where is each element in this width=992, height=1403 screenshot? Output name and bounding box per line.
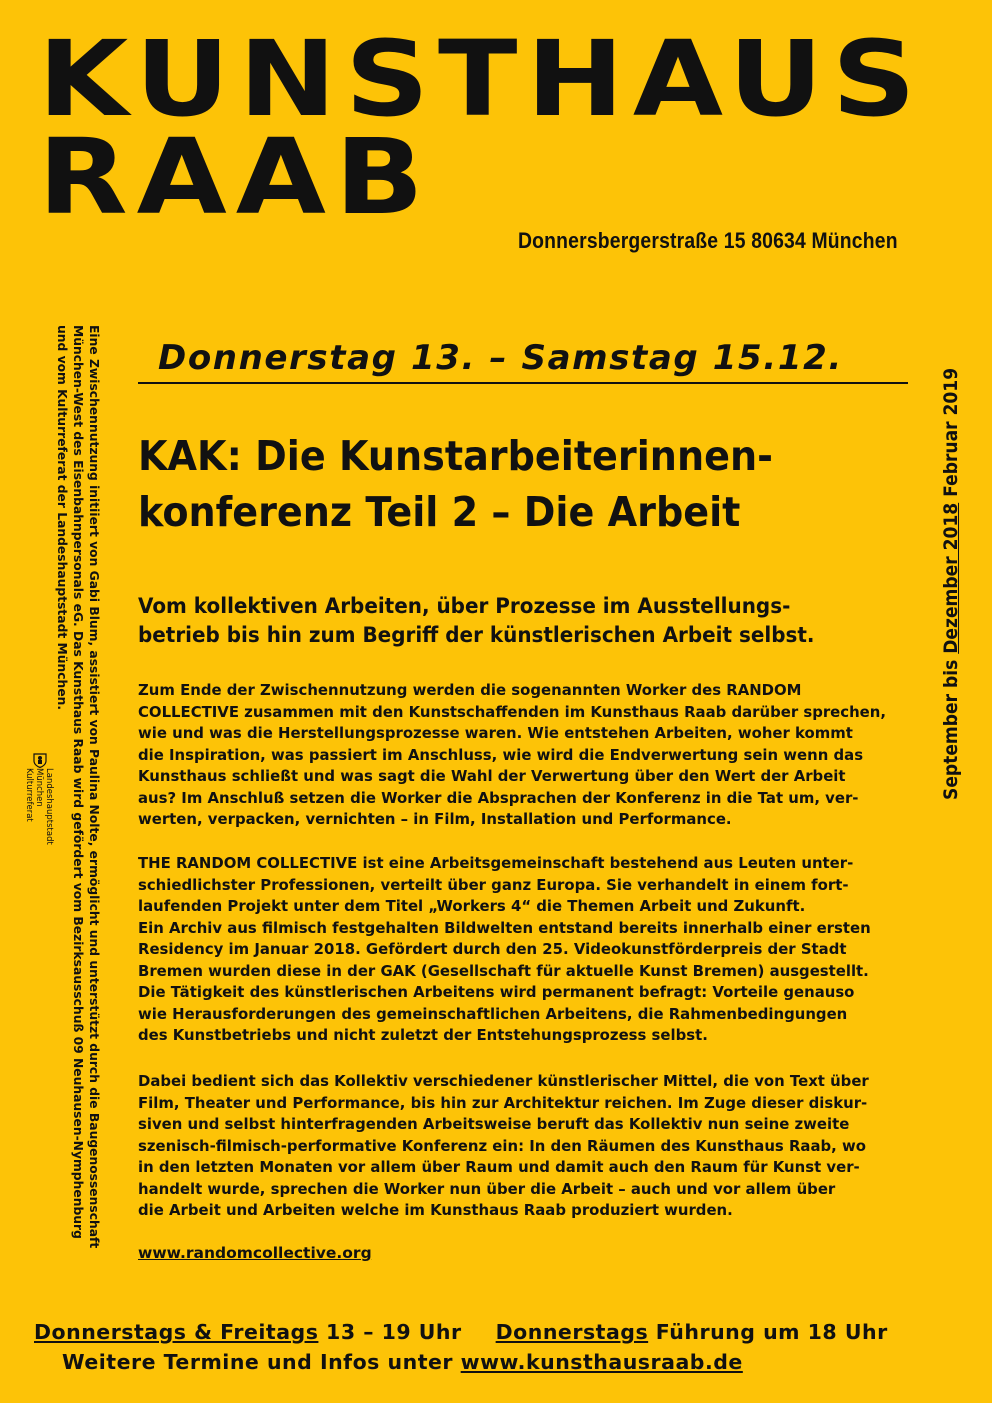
logo-line-2: RAAB [38,116,433,238]
paragraph-line: die Inspiration, was passiert im Anschluss, wie wird die Endverwertung sein wenn das [138,745,864,764]
paragraph-line: schiedlichster Professionen, verteilt über ganz Europa. Sie verhandelt in einem fort- [138,875,849,894]
season-prefix: September bis [940,653,962,800]
more-info-label: Weitere Termine und Infos unter [62,1350,461,1374]
paragraph-line: Ein Archiv aus filmisch festgehalten Bildwelten entstand bereits innerhalb einer ersten [138,918,871,937]
paragraph-line: siven und selbst hinterfragenden Arbeitsweise beruft das Kollektiv nun seine zweite [138,1115,850,1133]
seal-line: München [34,768,44,807]
tour-day: Donnerstags [495,1320,649,1344]
more-info [62,1350,743,1374]
event-subtitle-line-1: Vom kollektiven Arbeiten, über Prozesse im Ausstellungs- [138,594,791,618]
opening-hours-time: 13 – 19 Uhr [318,1320,462,1344]
event-subtitle [138,592,889,650]
paragraph-line: THE RANDOM COLLECTIVE ist eine Arbeitsgemeinschaft bestehend aus Leuten unter- [138,854,854,872]
paragraph-line: COLLECTIVE zusammen mit den Kunstschaffenden im Kunsthaus Raab darüber sprechen, [138,702,887,721]
season-range [938,340,968,800]
body-paragraph-2 [138,853,896,1047]
paragraph-line: wie und was die Herstellungsprozesse waren. Wie entstehen Arbeiten, woher kommt [138,724,853,742]
paragraph-line: Dabei bedient sich das Kollektiv verschiedener künstlerischer Mittel, die von Text über [138,1072,869,1090]
body-paragraph-3 [138,1071,896,1222]
credit-line: Eine Zwischennutzung initiiert von Gabi Blum, assistiert von Paulina Nolte, ermöglicht und unterstützt durch die Baugenossenschaft [87,325,101,1249]
logo-kunsthaus-raab [38,18,925,238]
opening-hours [34,1320,888,1344]
body-paragraph-1 [138,680,896,831]
paragraph-line: Residency im Januar 2018. Gefördert durch den 25. Videokunstförderpreis der Stadt [138,940,847,958]
paragraph-line: die Arbeit und Arbeiten welche im Kunsthaus Raab produziert wurden. [138,1201,733,1219]
credit-line: und vom Kulturreferat der Landeshauptstadt München. [55,325,69,711]
paragraph-line: Zum Ende der Zwischennutzung werden die sogenannten Worker des RANDOM [138,681,802,699]
paragraph-line: des Kunstbetriebs und nicht zuletzt der Entstehungsprozess selbst. [138,1026,708,1044]
event-title-line-2: konferenz Teil 2 – Die Arbeit [138,488,741,536]
logo-line-1: KUNSTHAUS [38,18,925,140]
paragraph-line: szenisch-filmisch-performative Konferenz ein: In den Räumen des Kunsthaus Raab, wo [138,1136,866,1155]
paragraph-line: in den letzten Monaten vor allem über Raum und damit auch den Raum für Kunst ver- [138,1158,860,1176]
address: Donnersbergerstraße 15 80634 München [518,228,898,253]
paragraph-line: Bremen wurden diese in der GAK (Gesellschaft für aktuelle Kunst Bremen) ausgestellt. [138,961,869,980]
event-date-rule [138,336,908,384]
paragraph-line: Film, Theater und Performance, bis hin zur Architektur reichen. Im Zuge dieser diskur- [138,1093,868,1112]
paragraph-line: Die Tätigkeit des künstlerischen Arbeitens wird permanent befragt: Vorteile genauso [138,983,855,1001]
paragraph-line: laufenden Projekt unter dem Titel „Workers 4“ die Themen Arbeit und Zukunft. [138,897,806,915]
paragraph-line: Kunsthaus schließt und was sagt die Wahl der Verwertung über den Wert der Arbeit [138,767,846,785]
paragraph-line: werten, verpacken, vernichten – in Film, Installation und Performance. [138,810,732,828]
credit-line: München-West des Eisenbahnpersonals eG. Das Kunsthaus Raab wird gefördert vom Bezirksausschuß 09 Neuhausen-Nymphenburg [71,325,85,1239]
random-collective-link[interactable]: www.randomcollective.org [138,1244,372,1262]
website-link[interactable]: www.kunsthausraab.de [460,1350,743,1374]
paragraph-line: wie Herausforderungen des gemeinschaftlichen Arbeitens, die Rahmenbedingungen [138,1004,848,1023]
event-title [138,428,873,540]
season-underlined: Dezember 2018 [940,502,962,654]
paragraph-line: aus? Im Anschluß setzen die Worker die Absprachen der Konferenz in die Tat um, ver- [138,788,859,807]
tour-time: Führung um 18 Uhr [648,1320,888,1344]
season-suffix: Februar 2019 [940,367,962,503]
event-date: Donnerstag 13. – Samstag 15.12. [158,338,843,378]
seal-line: Landeshauptstadt [44,768,54,845]
seal-line: Kulturreferat [24,768,34,822]
event-title-line-1: KAK: Die Kunstarbeiterinnen- [138,432,773,480]
event-subtitle-line-2: betrieb bis hin zum Begriff der künstlerischen Arbeit selbst. [138,623,815,647]
kulturreferat-logo-text [18,752,54,892]
opening-days: Donnerstags & Freitags [34,1320,319,1344]
paragraph-line: handelt wurde, sprechen die Worker nun über die Arbeit – auch und vor allem über [138,1179,836,1198]
